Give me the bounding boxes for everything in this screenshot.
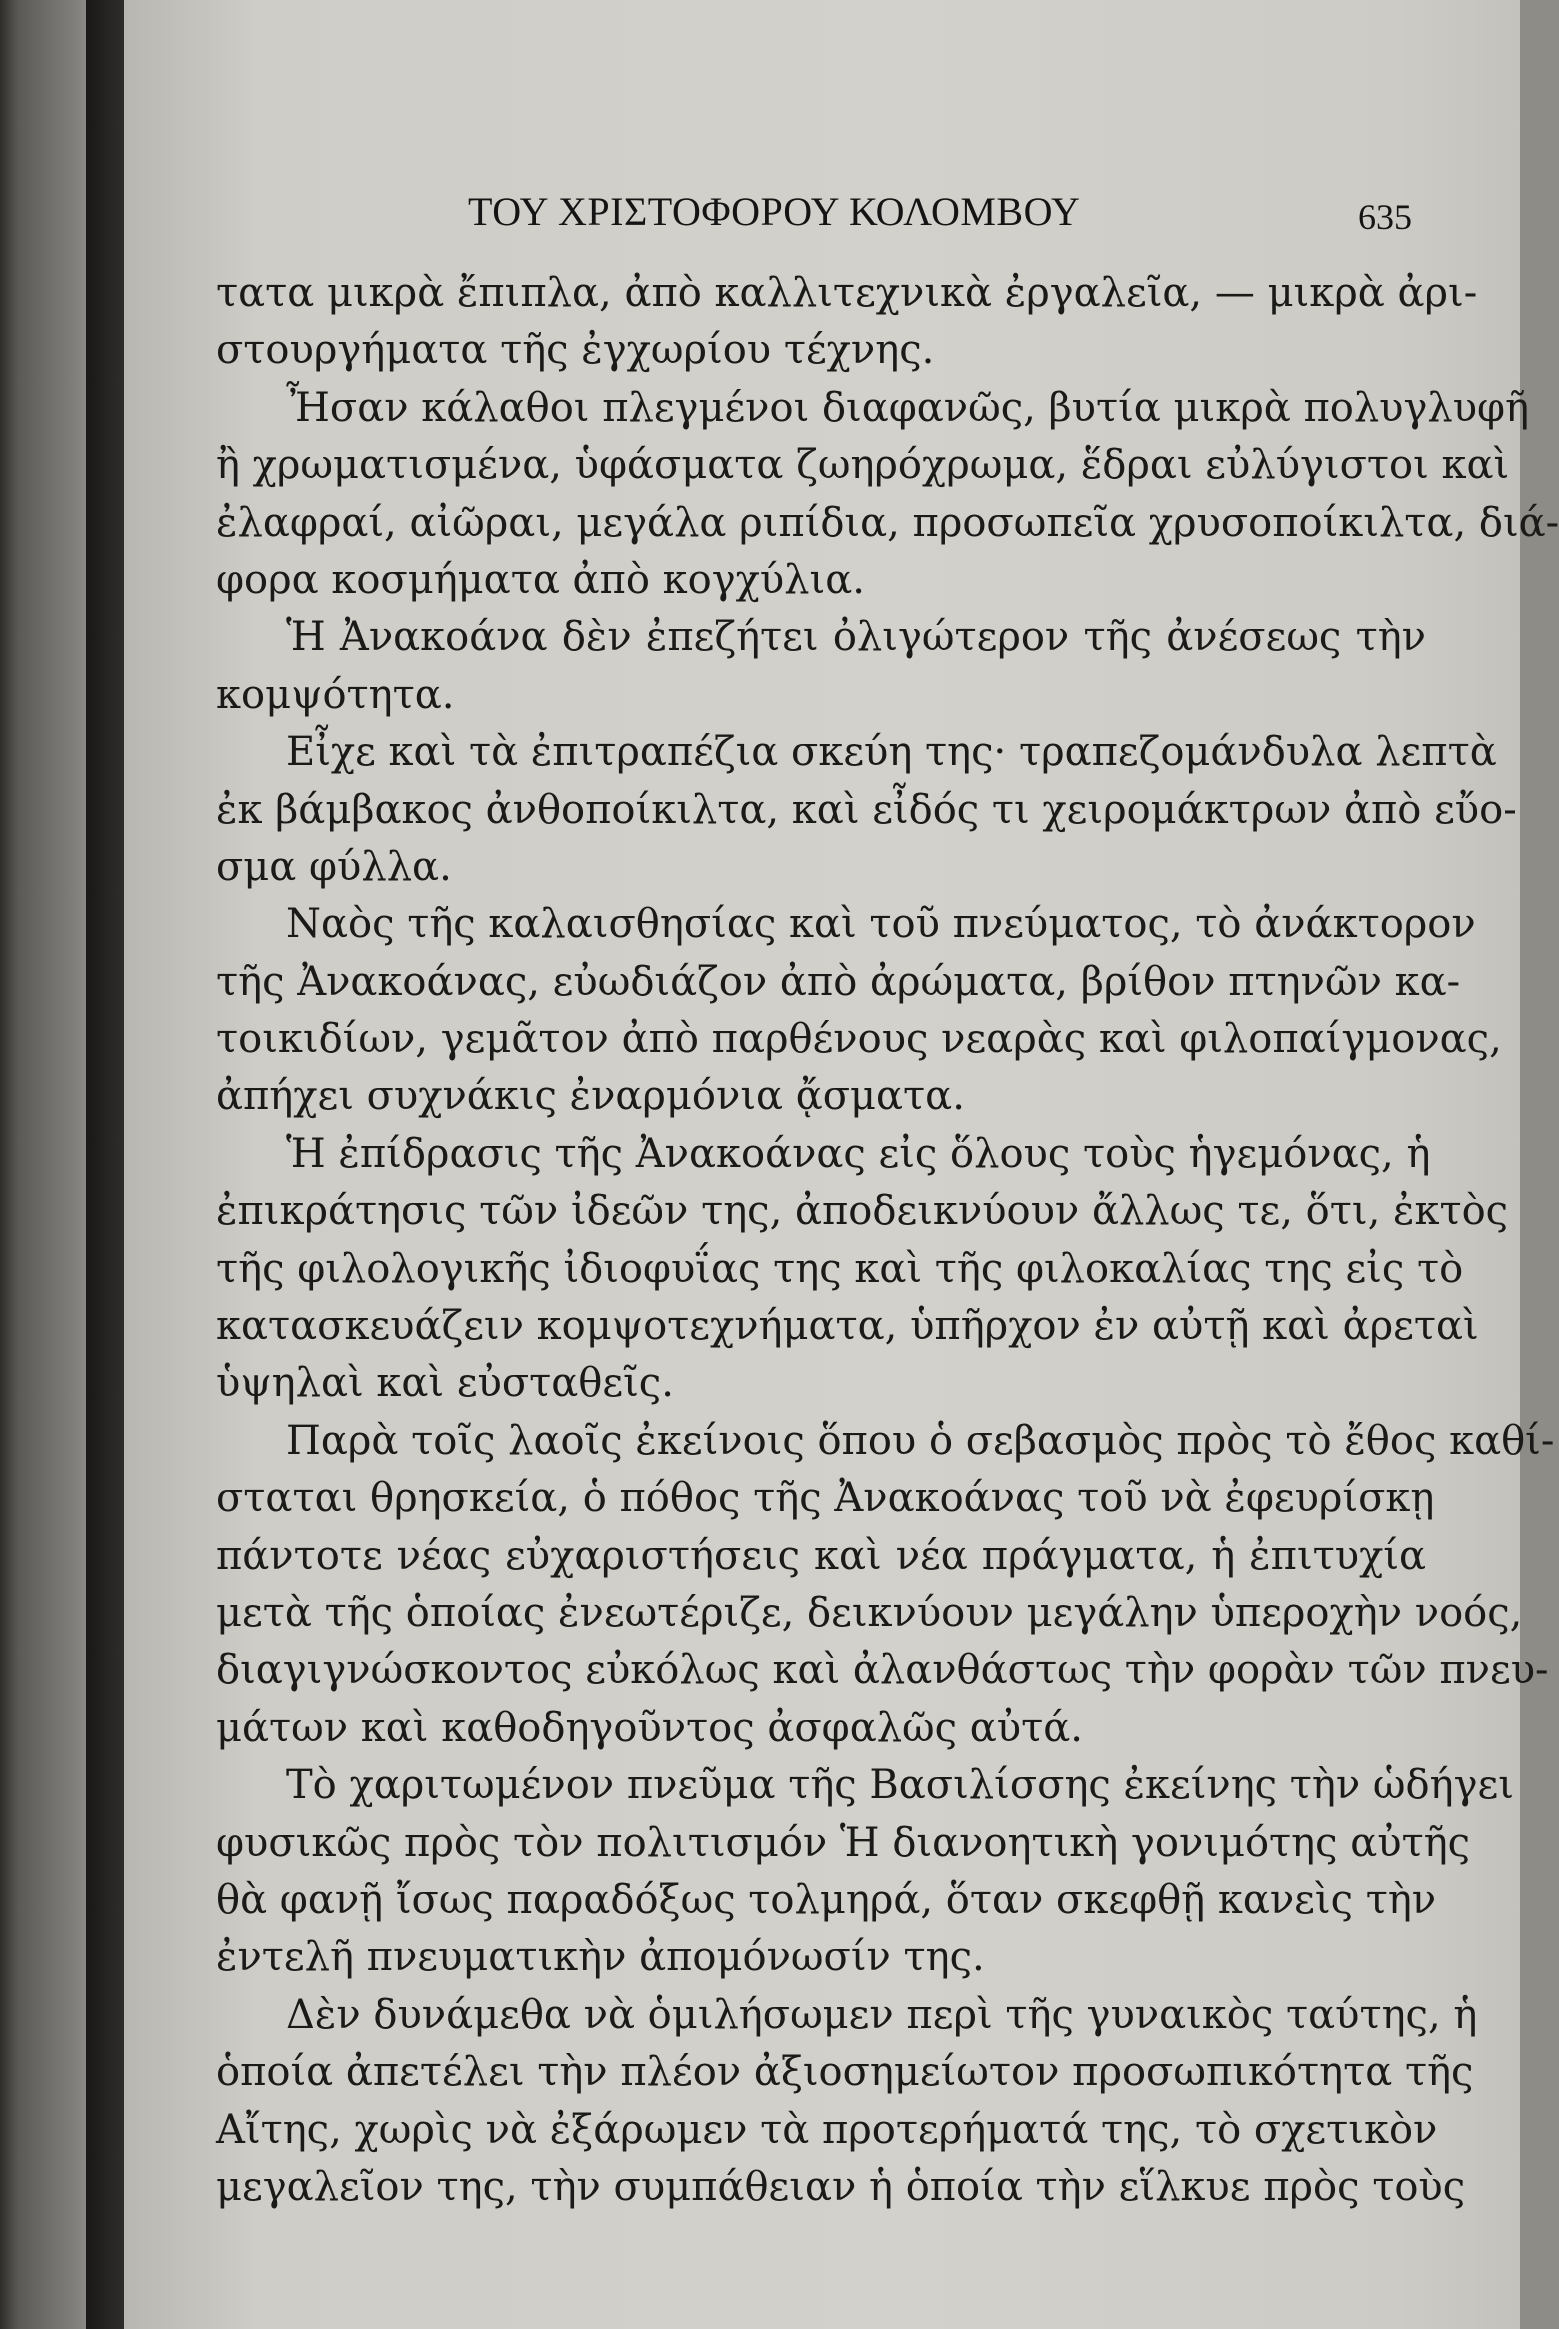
text-line: πάντοτε νέας εὐχαριστήσεις καὶ νέα πράγματα, ἡ ἐπιτυχία xyxy=(216,1532,1426,1579)
text-line: Ἦσαν κάλαθοι πλεγμένοι διαφανῶς, βυτία μικρὰ πολυγλυφῆ xyxy=(286,384,1530,431)
text-line: Ἡ Ἀνακοάνα δὲν ἐπεζήτει ὀλιγώτερον τῆς ἀνέσεως τὴν xyxy=(286,614,1426,661)
text-line: ὁποία ἀπετέλει τὴν πλέον ἀξιοσημείωτον προσωπικότητα τῆς xyxy=(216,2049,1474,2096)
text-line: Εἶχε καὶ τὰ ἐπιτραπέζια σκεύη της· τραπεζομάνδυλα λεπτὰ xyxy=(286,729,1497,776)
text-line: Ναὸς τῆς καλαισθησίας καὶ τοῦ πνεύματος, τὸ ἀνάκτορον xyxy=(286,901,1476,948)
text-line: τοικιδίων, γεμᾶτον ἀπὸ παρθένους νεαρὰς καὶ φιλοπαίγμονας, xyxy=(216,1016,1502,1063)
text-line: Παρὰ τοῖς λαοῖς ἐκείνοις ὅπου ὁ σεβασμὸς πρὸς τὸ ἔθος καθί- xyxy=(286,1417,1555,1464)
text-line: Δὲν δυνάμεθα νὰ ὁμιλήσωμεν περὶ τῆς γυναικὸς ταύτης, ἡ xyxy=(286,1991,1478,2038)
text-line: Ἡ ἐπίδρασις τῆς Ἀνακοάνας εἰς ὅλους τοὺς ἡγεμόνας, ἡ xyxy=(286,1130,1431,1177)
page-header xyxy=(0,188,1520,258)
text-line: ἐπικράτησις τῶν ἰδεῶν της, ἀποδεικνύουν ἄλλως τε, ὅτι, ἐκτὸς xyxy=(216,1188,1509,1235)
text-line: στουργήματα τῆς ἐγχωρίου τέχνης. xyxy=(216,327,935,374)
text-line: διαγιγνώσκοντος εὐκόλως καὶ ἀλανθάστως τὴν φορὰν τῶν πνευ- xyxy=(216,1647,1549,1694)
running-title: ΤΟΥ ΧΡΙΣΤΟΦΟΡΟΥ ΚΟΛΟΜΒΟΥ xyxy=(468,189,1081,234)
text-line: φορα κοσμήματα ἀπὸ κογχύλια. xyxy=(216,556,865,603)
text-line: ἢ χρωματισμένα, ὑφάσματα ζωηρόχρωμα, ἕδραι εὐλύγιστοι καὶ xyxy=(216,442,1510,489)
text-line: κομψότητα. xyxy=(216,671,455,718)
text-line: ἀπήχει συχνάκις ἐναρμόνια ᾄσματα. xyxy=(216,1073,965,1120)
text-line: μετὰ τῆς ὁποίας ἐνεωτέριζε, δεικνύουν μεγάλην ὑπεροχὴν νοός, xyxy=(216,1589,1523,1636)
text-line: σμα φύλλα. xyxy=(216,843,452,890)
text-line: Αἴτης, χωρὶς νὰ ἐξάρωμεν τὰ προτερήματά της, τὸ σχετικὸν xyxy=(216,2106,1438,2153)
book-spine xyxy=(86,0,124,2329)
text-line: φυσικῶς πρὸς τὸν πολιτισμόν Ἡ διανοητικὴ γονιμότης αὐτῆς xyxy=(216,1819,1471,1866)
text-line: θὰ φανῇ ἴσως παραδόξως τολμηρά, ὅταν σκεφθῇ κανεὶς τὴν xyxy=(216,1876,1437,1923)
text-line: κατασκευάζειν κομψοτεχνήματα, ὑπῆρχον ἐν αὐτῇ καὶ ἀρεταὶ xyxy=(216,1303,1479,1350)
text-line: τατα μικρὰ ἔπιπλα, ἀπὸ καλλιτεχνικὰ ἐργαλεῖα, — μικρὰ ἀρι- xyxy=(216,270,1478,316)
text-line: τῆς φιλολογικῆς ἰδιοφυΐας της καὶ τῆς φιλοκαλίας της εἰς τὸ xyxy=(216,1245,1464,1292)
body-text xyxy=(216,265,1559,2216)
text-line: ἐλαφραί, αἰῶραι, μεγάλα ριπίδια, προσωπεῖα χρυσοποίκιλτα, διά- xyxy=(216,499,1559,546)
text-line: μεγαλεῖον της, τὴν συμπάθειαν ἡ ὁποία τὴν εἵλκυε πρὸς τοὺς xyxy=(216,2163,1466,2210)
text-line: Τὸ χαριτωμένον πνεῦμα τῆς Βασιλίσσης ἐκείνης τὴν ὡδήγει xyxy=(286,1762,1514,1809)
text-line: σταται θρησκεία, ὁ πόθος τῆς Ἀνακοάνας τοῦ νὰ ἐφευρίσκῃ xyxy=(216,1475,1435,1522)
page-number: 635 xyxy=(1358,197,1412,237)
text-line: μάτων καὶ καθοδηγοῦντος ἀσφαλῶς αὐτά. xyxy=(216,1704,1083,1751)
text-line: ὑψηλαὶ καὶ εὐσταθεῖς. xyxy=(216,1360,674,1407)
text-line: ἐκ βάμβακος ἀνθοποίκιλτα, καὶ εἶδός τι χειρομάκτρων ἀπὸ εὔο- xyxy=(216,786,1517,833)
text-line: τῆς Ἀνακοάνας, εὐωδιάζον ἀπὸ ἀρώματα, βρίθον πτηνῶν κα- xyxy=(216,958,1461,1005)
text-line: ἐντελῆ πνευματικὴν ἀπομόνωσίν της. xyxy=(216,1934,985,1981)
